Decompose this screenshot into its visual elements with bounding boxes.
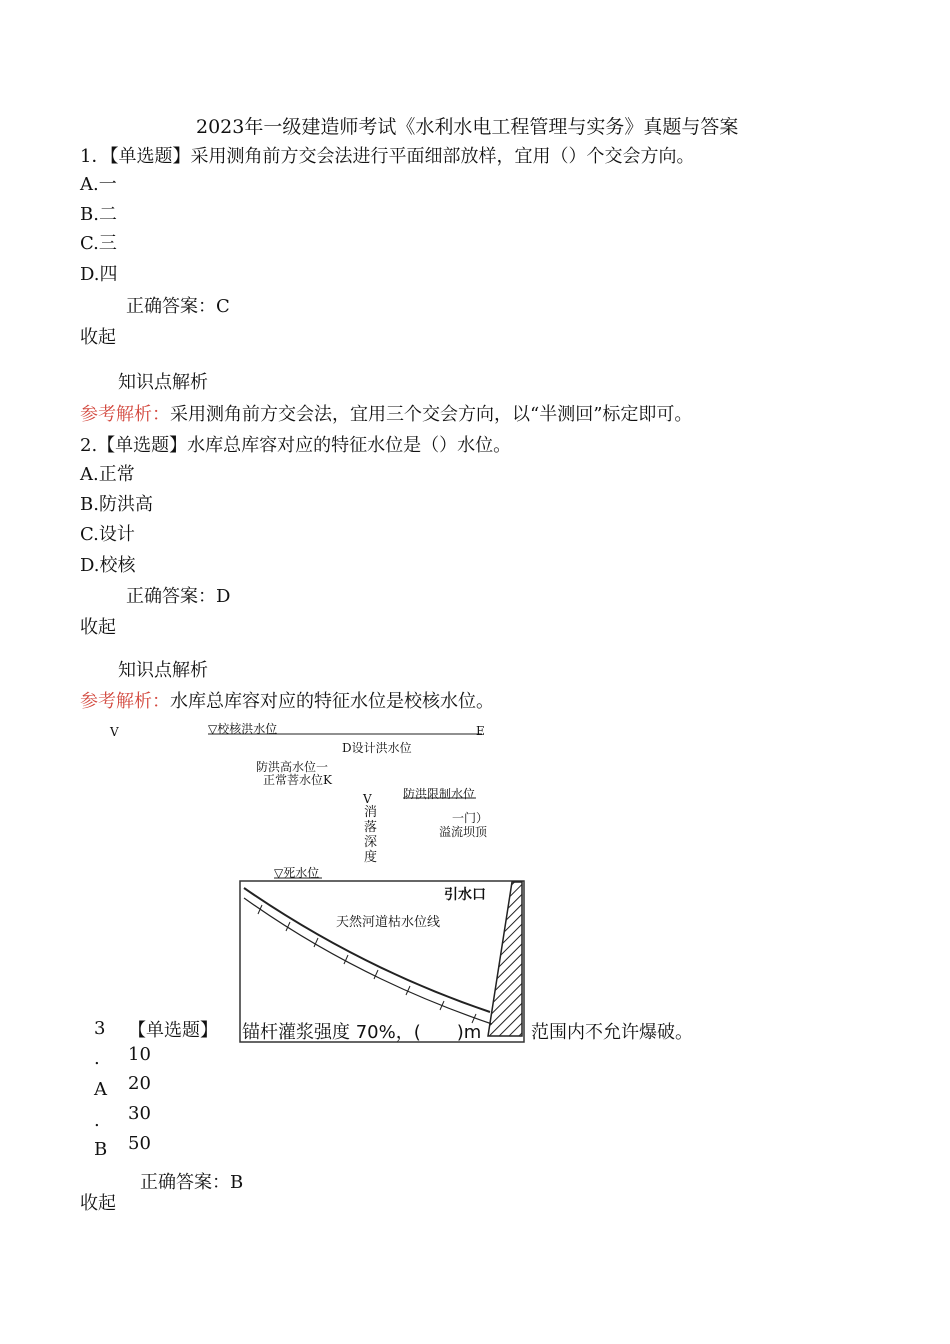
q1-collapse-link[interactable]: 收起	[80, 327, 116, 348]
q3-option-b[interactable]: 20	[128, 1073, 151, 1094]
q3-option-d[interactable]: 50	[128, 1133, 151, 1154]
q1-reference-label: 参考解析：	[80, 404, 170, 425]
q3-option-c[interactable]: 30	[128, 1103, 151, 1124]
spillway-crest-label: 溢流坝顶	[439, 825, 488, 839]
q1-option-c[interactable]: C.三	[80, 233, 117, 254]
grout-strength-text: 锚杆灌浆强度 70%，( )m	[242, 1022, 482, 1043]
flood-high-level-label: 防洪高水位一	[256, 760, 329, 774]
q2-option-a[interactable]: A.正常	[80, 464, 135, 485]
q3-stem-tail: 范围内不允许爆破。	[531, 1022, 693, 1043]
q3-num-3: A	[94, 1079, 107, 1100]
check-flood-level-label: ▽校核洪水位	[208, 722, 278, 736]
river-low-water-line-label: 天然河道枯水位线	[336, 915, 441, 930]
normal-storage-level-label: 正常菩水位K	[263, 773, 332, 787]
q2-reference-text: 水库总库容对应的特征水位是校核水位。	[170, 691, 494, 712]
diagram-e-label: E	[476, 724, 485, 738]
q3-type-label: 【单选题】	[128, 1020, 218, 1041]
q1-answer: 正确答案：C	[126, 296, 230, 317]
intake-label: 引水口	[444, 887, 486, 903]
q3-collapse-link[interactable]: 收起	[80, 1193, 116, 1214]
drawdown-depth-label: 消落深度	[364, 805, 378, 865]
flood-limit-level-label: 防洪限制水位	[403, 787, 476, 801]
q2-option-b[interactable]: B.防洪高	[80, 494, 153, 515]
q2-reference-label: 参考解析：	[80, 691, 170, 712]
q2-stem: 2.【单选题】水库总库容对应的特征水位是（）水位。	[80, 435, 512, 456]
diagram-v-mid: V	[363, 792, 372, 806]
q3-num-1: 3	[94, 1018, 106, 1039]
design-flood-level-label: D设计洪水位	[342, 741, 412, 755]
q3-option-a[interactable]: 10	[128, 1044, 151, 1065]
diagram-v-left: V	[110, 725, 119, 739]
q2-answer: 正确答案：D	[126, 586, 231, 607]
q1-option-d[interactable]: D.四	[80, 264, 118, 285]
dead-level-label: ▽死水位	[274, 866, 320, 880]
q1-reference-text: 采用测角前方交会法，宜用三个交会方向，以“半测回”标定即可。	[170, 404, 693, 425]
q2-knowledge-point: 知识点解析	[118, 660, 208, 681]
q3-answer: 正确答案：B	[140, 1172, 244, 1193]
q3-num-5: B	[94, 1139, 108, 1160]
gate-label: 一门）	[452, 811, 489, 825]
q3-num-2: .	[94, 1048, 100, 1069]
q2-option-d[interactable]: D.校核	[80, 555, 136, 576]
q2-collapse-link[interactable]: 收起	[80, 617, 116, 638]
page-title: 2023年一级建造师考试《水利水电工程管理与实务》真题与答案	[196, 116, 739, 138]
q1-stem: 1．【单选题】采用测角前方交会法进行平面细部放样，宜用（）个交会方向。	[80, 146, 695, 167]
q1-option-b[interactable]: B.二	[80, 204, 117, 225]
q3-num-4: .	[94, 1110, 100, 1131]
q2-option-c[interactable]: C.设计	[80, 524, 135, 545]
q1-knowledge-point: 知识点解析	[118, 372, 208, 393]
q1-option-a[interactable]: A.一	[80, 174, 117, 195]
